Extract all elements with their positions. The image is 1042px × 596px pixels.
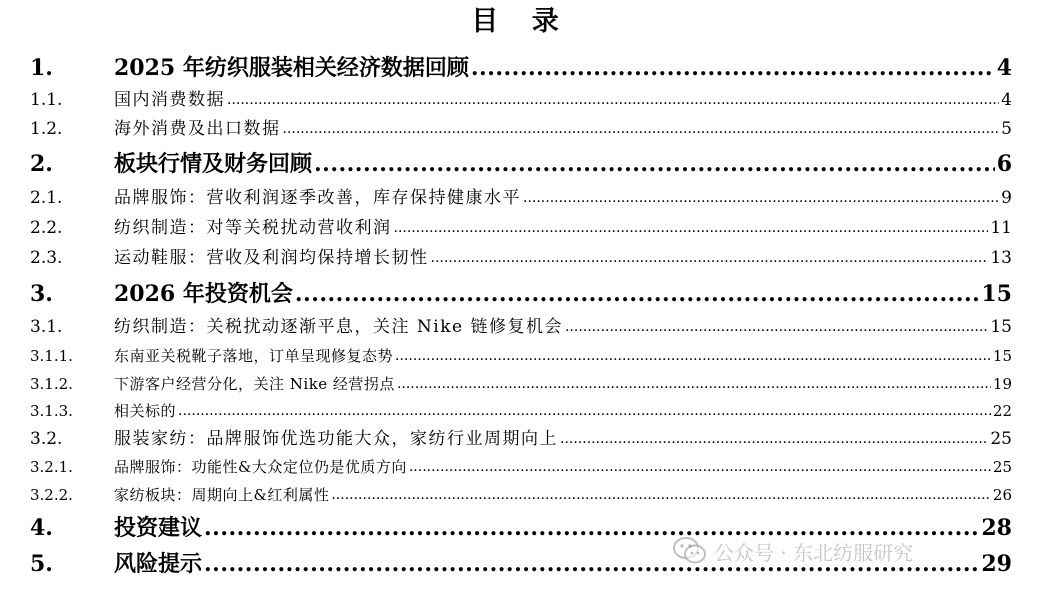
toc-entry-label: 2026 年投资机会 bbox=[114, 281, 293, 307]
toc-entry-number: 3.1.1. bbox=[30, 347, 73, 365]
toc-entry[interactable] bbox=[30, 216, 1012, 240]
toc-entry[interactable] bbox=[30, 345, 1012, 367]
toc-entry-number: 2.2. bbox=[30, 218, 63, 238]
toc-entry-label: 国内消费数据 bbox=[114, 90, 225, 110]
toc-dot-leader bbox=[409, 456, 991, 478]
toc-entry-body bbox=[114, 186, 1012, 210]
toc-entry-body bbox=[114, 514, 1012, 542]
toc-entry-page-number: 5 bbox=[1001, 119, 1012, 139]
toc-entry-number: 5. bbox=[30, 551, 53, 577]
toc-entry[interactable] bbox=[30, 88, 1012, 112]
toc-entry-page-number: 15 bbox=[981, 281, 1012, 307]
toc-entry-label: 运动鞋服：营收及利润均保持增长韧性 bbox=[114, 248, 429, 268]
toc-entry-body bbox=[114, 246, 1012, 270]
toc-entry-body bbox=[114, 427, 1012, 451]
toc-entry[interactable] bbox=[30, 373, 1012, 395]
toc-entry-body bbox=[114, 373, 1012, 395]
toc-entry-page-number: 28 bbox=[981, 515, 1012, 541]
toc-entry[interactable] bbox=[30, 400, 1012, 422]
toc-entry-body bbox=[114, 550, 1012, 578]
toc-entry-body bbox=[114, 456, 1012, 478]
toc-entry[interactable] bbox=[30, 186, 1012, 210]
toc-entry-label: 相关标的 bbox=[114, 402, 177, 420]
toc-dot-leader bbox=[523, 186, 999, 210]
watermark-text: 公众号 · 东北纺服研究 bbox=[714, 540, 914, 565]
toc-title: 目 录 bbox=[471, 6, 571, 37]
toc-entry-number: 3.1.3. bbox=[30, 402, 73, 420]
toc-dot-leader bbox=[560, 427, 988, 451]
toc-entry-page-number: 15 bbox=[990, 317, 1012, 337]
toc-dot-leader bbox=[395, 345, 991, 367]
toc-entry-body bbox=[114, 280, 1012, 308]
toc-entry-label: 纺织制造：关税扰动逐渐平息，关注 Nike 链修复机会 bbox=[114, 317, 563, 337]
toc-entry-label: 海外消费及出口数据 bbox=[114, 119, 281, 139]
toc-entry-body bbox=[114, 54, 1012, 82]
toc-entry-page-number: 25 bbox=[992, 458, 1012, 476]
toc-entry-number: 4. bbox=[30, 515, 53, 541]
toc-entry-body bbox=[114, 88, 1012, 112]
toc-entry-body bbox=[114, 345, 1012, 367]
toc-entry-number: 1.1. bbox=[30, 90, 63, 110]
toc-entry-label: 服装家纺：品牌服饰优选功能大众，家纺行业周期向上 bbox=[114, 429, 558, 449]
toc-entry-number: 2.3. bbox=[30, 248, 63, 268]
toc-entry[interactable] bbox=[30, 117, 1012, 141]
toc-entry-number: 2. bbox=[30, 151, 53, 177]
toc-entry-label: 品牌服饰：功能性&大众定位仍是优质方向 bbox=[114, 458, 407, 476]
toc-entry-page-number: 25 bbox=[990, 429, 1012, 449]
toc-entry-label: 风险提示 bbox=[114, 551, 203, 577]
toc-dot-leader bbox=[314, 150, 995, 178]
toc-dot-leader bbox=[471, 54, 995, 82]
toc-entry-page-number: 11 bbox=[990, 218, 1012, 238]
toc-dot-leader bbox=[394, 216, 989, 240]
toc-entry[interactable] bbox=[30, 484, 1012, 506]
toc-entry[interactable] bbox=[30, 246, 1012, 270]
toc-entry-page-number: 13 bbox=[990, 248, 1012, 268]
toc-entry-label: 投资建议 bbox=[114, 515, 203, 541]
toc-dot-leader bbox=[565, 315, 988, 339]
toc-dot-leader bbox=[295, 280, 979, 308]
toc-entry-body bbox=[114, 216, 1012, 240]
toc-entry-body bbox=[114, 484, 1012, 506]
toc-entry-body bbox=[114, 117, 1012, 141]
toc-entry[interactable] bbox=[30, 315, 1012, 339]
toc-dot-leader bbox=[204, 550, 979, 578]
toc-entry-label: 2025 年纺织服装相关经济数据回顾 bbox=[114, 55, 469, 81]
toc-entry-number: 3.1.2. bbox=[30, 375, 73, 393]
toc-dot-leader bbox=[204, 514, 979, 542]
toc-entry-page-number: 19 bbox=[992, 375, 1012, 393]
toc-entry-page-number: 15 bbox=[992, 347, 1012, 365]
toc-entry-label: 东南亚关税靴子落地，订单呈现修复态势 bbox=[114, 347, 394, 365]
toc-dot-leader bbox=[283, 117, 1000, 141]
toc-entry-number: 1. bbox=[30, 55, 53, 81]
toc-entry[interactable] bbox=[30, 514, 1012, 542]
toc-entry-number: 3.2.1. bbox=[30, 458, 73, 476]
toc-dot-leader bbox=[431, 246, 989, 270]
toc-entry[interactable] bbox=[30, 456, 1012, 478]
toc-entry-body bbox=[114, 315, 1012, 339]
toc-entry-page-number: 6 bbox=[996, 151, 1012, 177]
toc-entry[interactable] bbox=[30, 150, 1012, 178]
toc-entry-number: 3.2. bbox=[30, 429, 63, 449]
toc-dot-leader bbox=[227, 88, 999, 112]
toc-entry-number: 3. bbox=[30, 281, 53, 307]
toc-entry-label: 下游客户经营分化，关注 Nike 经营拐点 bbox=[114, 375, 395, 393]
toc-entry-label: 纺织制造：对等关税扰动营收利润 bbox=[114, 218, 392, 238]
toc-dot-leader bbox=[178, 400, 991, 422]
toc-entry[interactable] bbox=[30, 280, 1012, 308]
toc-entry-page-number: 26 bbox=[992, 486, 1012, 504]
toc-entry-body bbox=[114, 400, 1012, 422]
toc-entry-label: 品牌服饰：营收利润逐季改善，库存保持健康水平 bbox=[114, 188, 521, 208]
toc-entry-page-number: 4 bbox=[1001, 90, 1012, 110]
toc-entry-page-number: 4 bbox=[996, 55, 1012, 81]
toc-entry-number: 1.2. bbox=[30, 119, 63, 139]
toc-entry[interactable] bbox=[30, 54, 1012, 82]
toc-dot-leader bbox=[331, 484, 991, 506]
toc-entry-body bbox=[114, 150, 1012, 178]
toc-entry-page-number: 29 bbox=[981, 551, 1012, 577]
toc-entry-number: 3.2.2. bbox=[30, 486, 73, 504]
toc-dot-leader bbox=[397, 373, 991, 395]
toc-entry-label: 家纺板块：周期向上&红利属性 bbox=[114, 486, 330, 504]
toc-entry-label: 板块行情及财务回顾 bbox=[114, 151, 313, 177]
toc-entry-page-number: 9 bbox=[1001, 188, 1012, 208]
toc-entry[interactable] bbox=[30, 550, 1012, 578]
toc-entry-page-number: 22 bbox=[992, 402, 1012, 420]
toc-entry-number: 2.1. bbox=[30, 188, 63, 208]
toc-entry[interactable] bbox=[30, 427, 1012, 451]
toc-entry-number: 3.1. bbox=[30, 317, 63, 337]
